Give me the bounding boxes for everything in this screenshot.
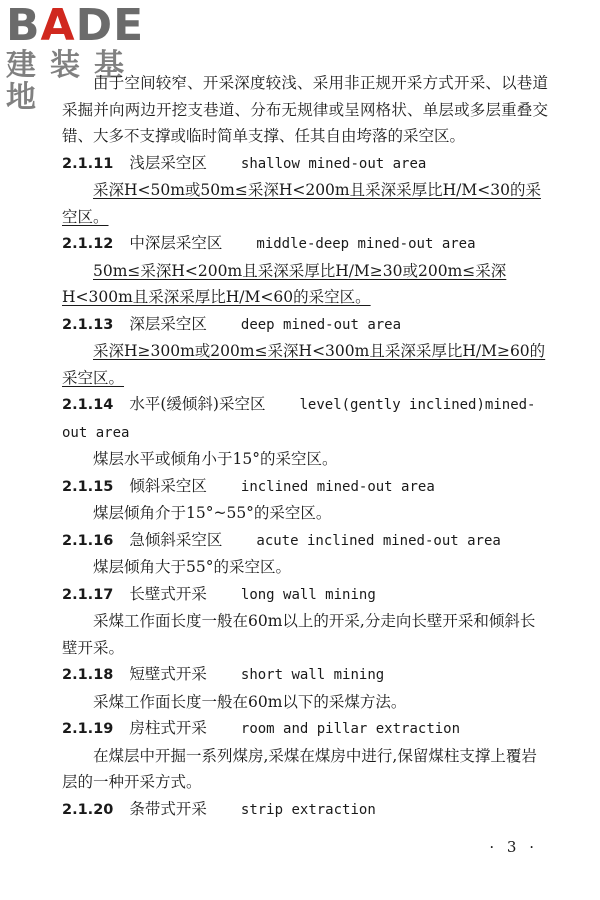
term-english: strip extraction xyxy=(240,801,376,818)
term-2-1-20 xyxy=(62,796,548,824)
term-definition: 采煤工作面长度一般在60m以上的开采,分走向长壁开采和倾斜长壁开采。 xyxy=(62,612,536,657)
term-definition: 采煤工作面长度一般在60m以下的采煤方法。 xyxy=(93,692,407,711)
logo-brand-text: BADE xyxy=(6,0,145,51)
term-2-1-11 xyxy=(62,150,548,178)
term-number: 2.1.20 xyxy=(62,801,114,818)
term-number: 2.1.19 xyxy=(62,721,114,737)
term-chinese: 水平(缓倾斜)采空区 xyxy=(129,395,266,413)
term-chinese: 中深层采空区 xyxy=(129,234,223,252)
term-definition: 煤层倾角介于15°~55°的采空区。 xyxy=(93,504,332,522)
term-chinese: 条带式开采 xyxy=(129,799,207,818)
term-definition: 煤层水平或倾角小于15°的采空区。 xyxy=(93,450,338,468)
term-definition: 采深H≥300m或200m≤采深H<300m且采深采厚比H/M≥60的采空区。 xyxy=(62,342,546,387)
term-2-1-18 xyxy=(62,661,548,689)
term-chinese: 短壁式开采 xyxy=(129,665,207,683)
term-definition: 50m≤采深H<200m且采深采厚比H/M≥30或200m≤采深H<300m且采深采厚比H/M<60的采空区。 xyxy=(62,261,507,306)
term-chinese: 房柱式开采 xyxy=(129,719,207,737)
page-number: · 3 · xyxy=(489,838,538,856)
term-english: inclined mined-out area xyxy=(240,478,435,495)
term-2-1-13 xyxy=(62,311,548,339)
term-chinese: 长壁式开采 xyxy=(129,584,207,603)
term-2-1-19 xyxy=(62,715,548,743)
term-2-1-15 xyxy=(62,473,548,501)
term-chinese: 倾斜采空区 xyxy=(129,476,207,495)
term-number: 2.1.15 xyxy=(62,478,114,495)
term-number: 2.1.11 xyxy=(62,155,114,172)
term-definition: 煤层倾角大于55°的采空区。 xyxy=(93,558,291,576)
term-2-1-14 xyxy=(62,391,548,446)
term-number: 2.1.12 xyxy=(62,236,114,252)
term-number: 2.1.18 xyxy=(62,667,114,683)
term-chinese: 急倾斜采空区 xyxy=(129,530,223,549)
logo-sub-text: 建装基地 xyxy=(6,48,138,115)
term-number: 2.1.13 xyxy=(62,316,114,333)
term-definition: 在煤层中开掘一系列煤房,采煤在煤房中进行,保留煤柱支撑上覆岩层的一种开采方式。 xyxy=(62,746,537,791)
term-english: acute inclined mined-out area xyxy=(256,532,501,549)
term-number: 2.1.17 xyxy=(62,586,114,603)
term-english: deep mined-out area xyxy=(240,316,402,333)
term-english: level(gently inclined)mined-out area xyxy=(62,397,536,441)
term-number: 2.1.14 xyxy=(62,397,114,413)
term-english: room and pillar extraction xyxy=(240,721,461,737)
term-chinese: 深层采空区 xyxy=(129,314,207,333)
document-body xyxy=(62,70,548,823)
intro-paragraph: 由于空间较窄、开采深度较浅、采用非正规开采方式开采、以巷道采掘并向两边开挖支巷道、分布无规律或呈网格状、单层或多层重叠交错、大多不支撑或临时简单支撑、任其自由垮落的采空区。 xyxy=(62,74,548,145)
term-english: long wall mining xyxy=(240,586,376,603)
term-english: shallow mined-out area xyxy=(240,155,427,172)
term-number: 2.1.16 xyxy=(62,532,114,549)
term-2-1-17 xyxy=(62,581,548,609)
term-english: middle-deep mined-out area xyxy=(256,236,476,252)
term-english: short wall mining xyxy=(240,667,385,683)
term-chinese: 浅层采空区 xyxy=(129,153,207,172)
term-2-1-16 xyxy=(62,527,548,555)
term-definition: 采深H<50m或50m≤采深H<200m且采深采厚比H/M<30的采空区。 xyxy=(62,181,541,226)
term-2-1-12 xyxy=(62,230,548,258)
